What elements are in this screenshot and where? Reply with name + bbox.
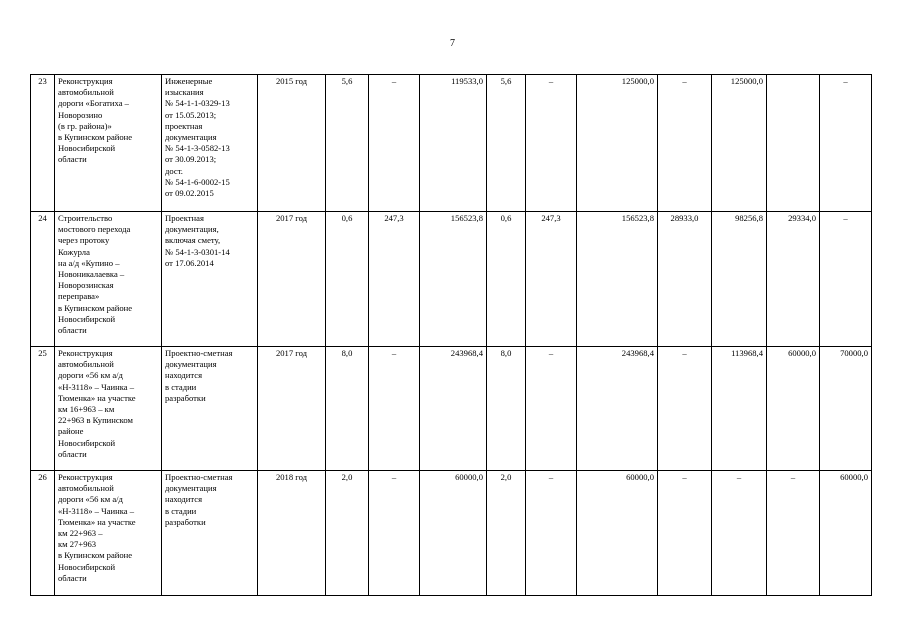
value-cell: 8,0 xyxy=(487,347,526,471)
object-name: Реконструкция автомобильной дороги «56 км а/д «Н-3118» – Чаинка – Тюменка» на участке км 22+963 – км 27+963 в Купинском районе Новосибирской области xyxy=(55,471,162,596)
page-number: 7 xyxy=(450,38,455,49)
object-name: Реконструкция автомобильной дороги «56 км а/д «Н-3118» – Чаинка – Тюменка» на участке км 16+963 – км 22+963 в Купинском районе Новосибирской области xyxy=(55,347,162,471)
value-cell: – xyxy=(526,471,577,596)
document-info: Инженерные изыскания № 54-1-1-0329-13 от 15.05.2013; проектная документация № 54-1-3-0582-13 от 30.09.2013; дост. № 54-1-6-0002-15 от 09.02.2015 xyxy=(162,75,258,212)
value-cell: 125000,0 xyxy=(577,75,658,212)
object-name: Строительство мостового перехода через протоку Кожурла на а/д «Купино – Новоникалаевка – Новорозинская переправа» в Купинском районе Новосибирской области xyxy=(55,212,162,347)
value-cell: – xyxy=(658,471,712,596)
value-cell: 0,6 xyxy=(487,212,526,347)
row-number: 26 xyxy=(31,471,55,596)
value-cell: – xyxy=(369,347,420,471)
value-cell: 113968,4 xyxy=(712,347,767,471)
value-cell: 8,0 xyxy=(326,347,369,471)
value-cell: 28933,0 xyxy=(658,212,712,347)
value-cell: – xyxy=(712,471,767,596)
table-row xyxy=(31,212,872,347)
value-cell: – xyxy=(767,471,820,596)
roads-table xyxy=(30,74,872,596)
value-cell: 247,3 xyxy=(369,212,420,347)
value-cell: 243968,4 xyxy=(420,347,487,471)
value-cell: – xyxy=(820,75,872,212)
year-cell: 2017 год xyxy=(258,347,326,471)
year-cell: 2015 год xyxy=(258,75,326,212)
value-cell: 98256,8 xyxy=(712,212,767,347)
year-cell: 2017 год xyxy=(258,212,326,347)
year-cell: 2018 год xyxy=(258,471,326,596)
table-row xyxy=(31,347,872,471)
value-cell: 5,6 xyxy=(487,75,526,212)
value-cell: 243968,4 xyxy=(577,347,658,471)
value-cell: – xyxy=(658,75,712,212)
value-cell xyxy=(767,75,820,212)
value-cell: 29334,0 xyxy=(767,212,820,347)
value-cell: – xyxy=(369,471,420,596)
table-row xyxy=(31,471,872,596)
value-cell: 0,6 xyxy=(326,212,369,347)
value-cell: 119533,0 xyxy=(420,75,487,212)
value-cell: – xyxy=(526,347,577,471)
document-info: Проектно-сметная документация находится в стадии разработки xyxy=(162,347,258,471)
document-info: Проектно-сметная документация находится в стадии разработки xyxy=(162,471,258,596)
value-cell: 60000,0 xyxy=(767,347,820,471)
row-number: 25 xyxy=(31,347,55,471)
value-cell: 5,6 xyxy=(326,75,369,212)
value-cell: 2,0 xyxy=(326,471,369,596)
document-info: Проектная документация, включая смету, № 54-1-3-0301-14 от 17.06.2014 xyxy=(162,212,258,347)
value-cell: 60000,0 xyxy=(820,471,872,596)
row-number: 23 xyxy=(31,75,55,212)
value-cell: 60000,0 xyxy=(577,471,658,596)
value-cell: 247,3 xyxy=(526,212,577,347)
table-row xyxy=(31,75,872,212)
value-cell: – xyxy=(820,212,872,347)
object-name: Реконструкция автомобильной дороги «Богатиха – Новорозино (в гр. района)» в Купинском районе Новосибирской области xyxy=(55,75,162,212)
row-number: 24 xyxy=(31,212,55,347)
value-cell: 60000,0 xyxy=(420,471,487,596)
value-cell: 156523,8 xyxy=(420,212,487,347)
value-cell: 70000,0 xyxy=(820,347,872,471)
value-cell: – xyxy=(526,75,577,212)
value-cell: 125000,0 xyxy=(712,75,767,212)
value-cell: 2,0 xyxy=(487,471,526,596)
value-cell: 156523,8 xyxy=(577,212,658,347)
value-cell: – xyxy=(369,75,420,212)
value-cell: – xyxy=(658,347,712,471)
